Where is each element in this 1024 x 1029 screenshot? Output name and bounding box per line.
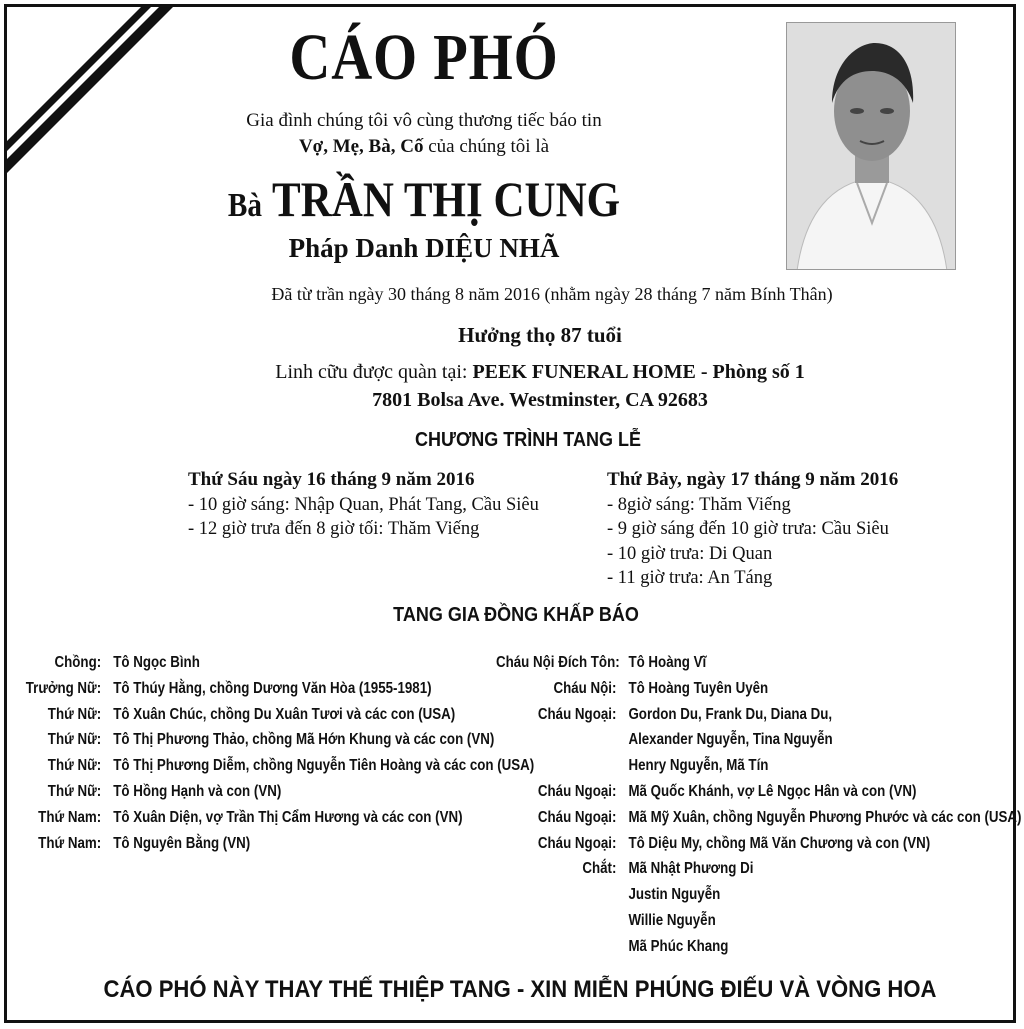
wake-address: 7801 Bolsa Ave. Westminster, CA 92683 <box>372 389 708 411</box>
family-row <box>496 856 1021 882</box>
wake-place: PEEK FUNERAL HOME - Phòng số 1 <box>472 361 805 383</box>
family-row <box>10 727 534 753</box>
family-relation: Cháu Ngoại: <box>537 705 617 723</box>
dharma-name: Pháp Danh DIỆU NHÃ <box>288 233 560 263</box>
program-heading: CHƯƠNG TRÌNH TANG LỄ <box>415 429 641 451</box>
family-row <box>496 882 1021 908</box>
death-date: Đã từ trần ngày 30 tháng 8 năm 2016 (nhằm ngày 28 tháng 7 năm Bính Thân) <box>271 284 833 304</box>
family-member: Mã Phúc Khang <box>628 937 729 955</box>
deceased-name <box>0 170 864 228</box>
program-day-2-date: Thứ Bảy, ngày 17 tháng 9 năm 2016 <box>607 469 899 490</box>
family-member: Mã Quốc Khánh, vợ Lê Ngọc Hân và con (VN) <box>628 782 917 800</box>
family-relation: Thứ Nam: <box>38 808 102 826</box>
family-heading: TANG GIA ĐỒNG KHẤP BÁO <box>393 604 639 626</box>
age-at-death: Hưởng thọ 87 tuổi <box>458 323 622 347</box>
family-relation: Thứ Nữ: <box>47 757 102 775</box>
family-row <box>496 753 1021 779</box>
family-relation: Cháu Nội Đích Tôn: <box>496 654 620 671</box>
family-row <box>496 908 1021 934</box>
family-relation <box>496 882 616 908</box>
family-member: Tô Xuân Diện, vợ Trần Thị Cẩm Hương và các con (VN) <box>113 808 463 826</box>
name-main: TRẦN THỊ CUNG <box>272 171 621 227</box>
family-member: Tô Nguyên Bằng (VN) <box>113 834 251 852</box>
wake-location <box>28 361 1024 384</box>
family-member: Gordon Du, Frank Du, Diana Du, <box>628 705 833 723</box>
family-member: Henry Nguyễn, Mã Tín <box>628 757 769 775</box>
family-member: Tô Hồng Hạnh và con (VN) <box>113 782 282 800</box>
family-relation <box>496 727 616 753</box>
program-item: - 8giờ sáng: Thăm Viếng <box>607 494 791 515</box>
family-relation: Thứ Nữ: <box>47 705 102 723</box>
program-item: - 12 giờ trưa đến 8 giờ tối: Thăm Viếng <box>188 519 480 539</box>
family-row <box>496 727 1021 753</box>
family-relation: Cháu Ngoại: <box>537 834 617 852</box>
program-item: - 10 giờ sáng: Nhập Quan, Phát Tang, Cầu Siêu <box>188 494 539 515</box>
family-row <box>10 805 534 831</box>
family-relation <box>496 934 616 960</box>
family-row <box>496 831 1021 857</box>
family-row <box>10 753 534 779</box>
family-list-left <box>10 650 534 856</box>
program-day-1 <box>188 468 539 542</box>
family-member: Tô Thúy Hằng, chồng Dương Văn Hòa (1955-1981) <box>113 679 432 697</box>
family-relation: Thứ Nữ: <box>47 782 102 800</box>
announcement-line: Gia đình chúng tôi vô cùng thương tiếc báo tin <box>246 110 602 131</box>
family-relation: Chắt: <box>582 860 617 878</box>
program-item: - 11 giờ trưa: An Táng <box>607 568 773 588</box>
relation-terms: Vợ, Mẹ, Bà, Cố <box>298 136 424 157</box>
family-member: Tô Diệu My, chồng Mã Văn Chương và con (VN) <box>628 834 931 852</box>
family-row <box>10 650 534 676</box>
family-relation: Thứ Nam: <box>38 834 102 852</box>
page-title: CÁO PHÓ <box>289 21 559 94</box>
family-relation: Thứ Nữ: <box>47 731 102 749</box>
family-row <box>496 676 1021 702</box>
family-member: Tô Thị Phương Thảo, chồng Mã Hớn Khung và các con (VN) <box>113 731 495 749</box>
family-row <box>496 650 1021 676</box>
family-member: Tô Hoàng Tuyên Uyên <box>628 679 769 697</box>
family-row <box>10 831 534 857</box>
family-member: Justin Nguyễn <box>628 886 721 904</box>
family-row <box>496 934 1021 960</box>
family-row <box>10 779 534 805</box>
program-item: - 10 giờ trưa: Di Quan <box>607 543 773 564</box>
family-relation: Chồng: <box>54 654 102 671</box>
program-day-1-date: Thứ Sáu ngày 16 tháng 9 năm 2016 <box>188 469 475 490</box>
family-relation: Cháu Ngoại: <box>537 782 617 800</box>
family-member: Willie Nguyễn <box>628 911 716 929</box>
family-relation <box>496 753 616 779</box>
family-row <box>10 702 534 728</box>
family-member: Tô Ngọc Bình <box>113 654 200 671</box>
name-prefix: Bà <box>227 187 263 224</box>
family-member: Alexander Nguyễn, Tina Nguyễn <box>628 731 833 749</box>
family-relation <box>496 908 616 934</box>
family-row <box>496 702 1021 728</box>
wake-prefix: Linh cữu được quàn tại: <box>275 361 473 383</box>
family-member: Tô Xuân Chúc, chồng Du Xuân Tươi và các con (USA) <box>113 705 456 723</box>
family-member: Mã Nhật Phương Di <box>628 860 754 878</box>
family-relation: Trưởng Nữ: <box>25 679 102 697</box>
program-item: - 9 giờ sáng đến 10 giờ trưa: Cầu Siêu <box>607 519 889 539</box>
relation-suffix: của chúng tôi là <box>423 136 550 157</box>
family-member: Tô Thị Phương Diễm, chồng Nguyễn Tiên Hoàng và các con (USA) <box>113 757 535 775</box>
family-relation: Cháu Ngoại: <box>537 808 617 826</box>
program-day-2 <box>607 468 898 591</box>
family-list-right <box>496 650 1021 960</box>
family-row <box>496 779 1021 805</box>
portrait-photo <box>786 22 956 270</box>
family-member: Mã Mỹ Xuân, chồng Nguyễn Phương Phước và các con (USA) <box>628 808 1022 826</box>
family-row <box>496 805 1021 831</box>
family-row <box>10 676 534 702</box>
footer-notice: CÁO PHÓ NÀY THAY THẾ THIỆP TANG - XIN MIỄN PHÚNG ĐIẾU VÀ VÒNG HOA <box>103 976 937 1003</box>
family-relation: Cháu Nội: <box>553 679 617 697</box>
family-member: Tô Hoàng Vĩ <box>628 654 707 671</box>
